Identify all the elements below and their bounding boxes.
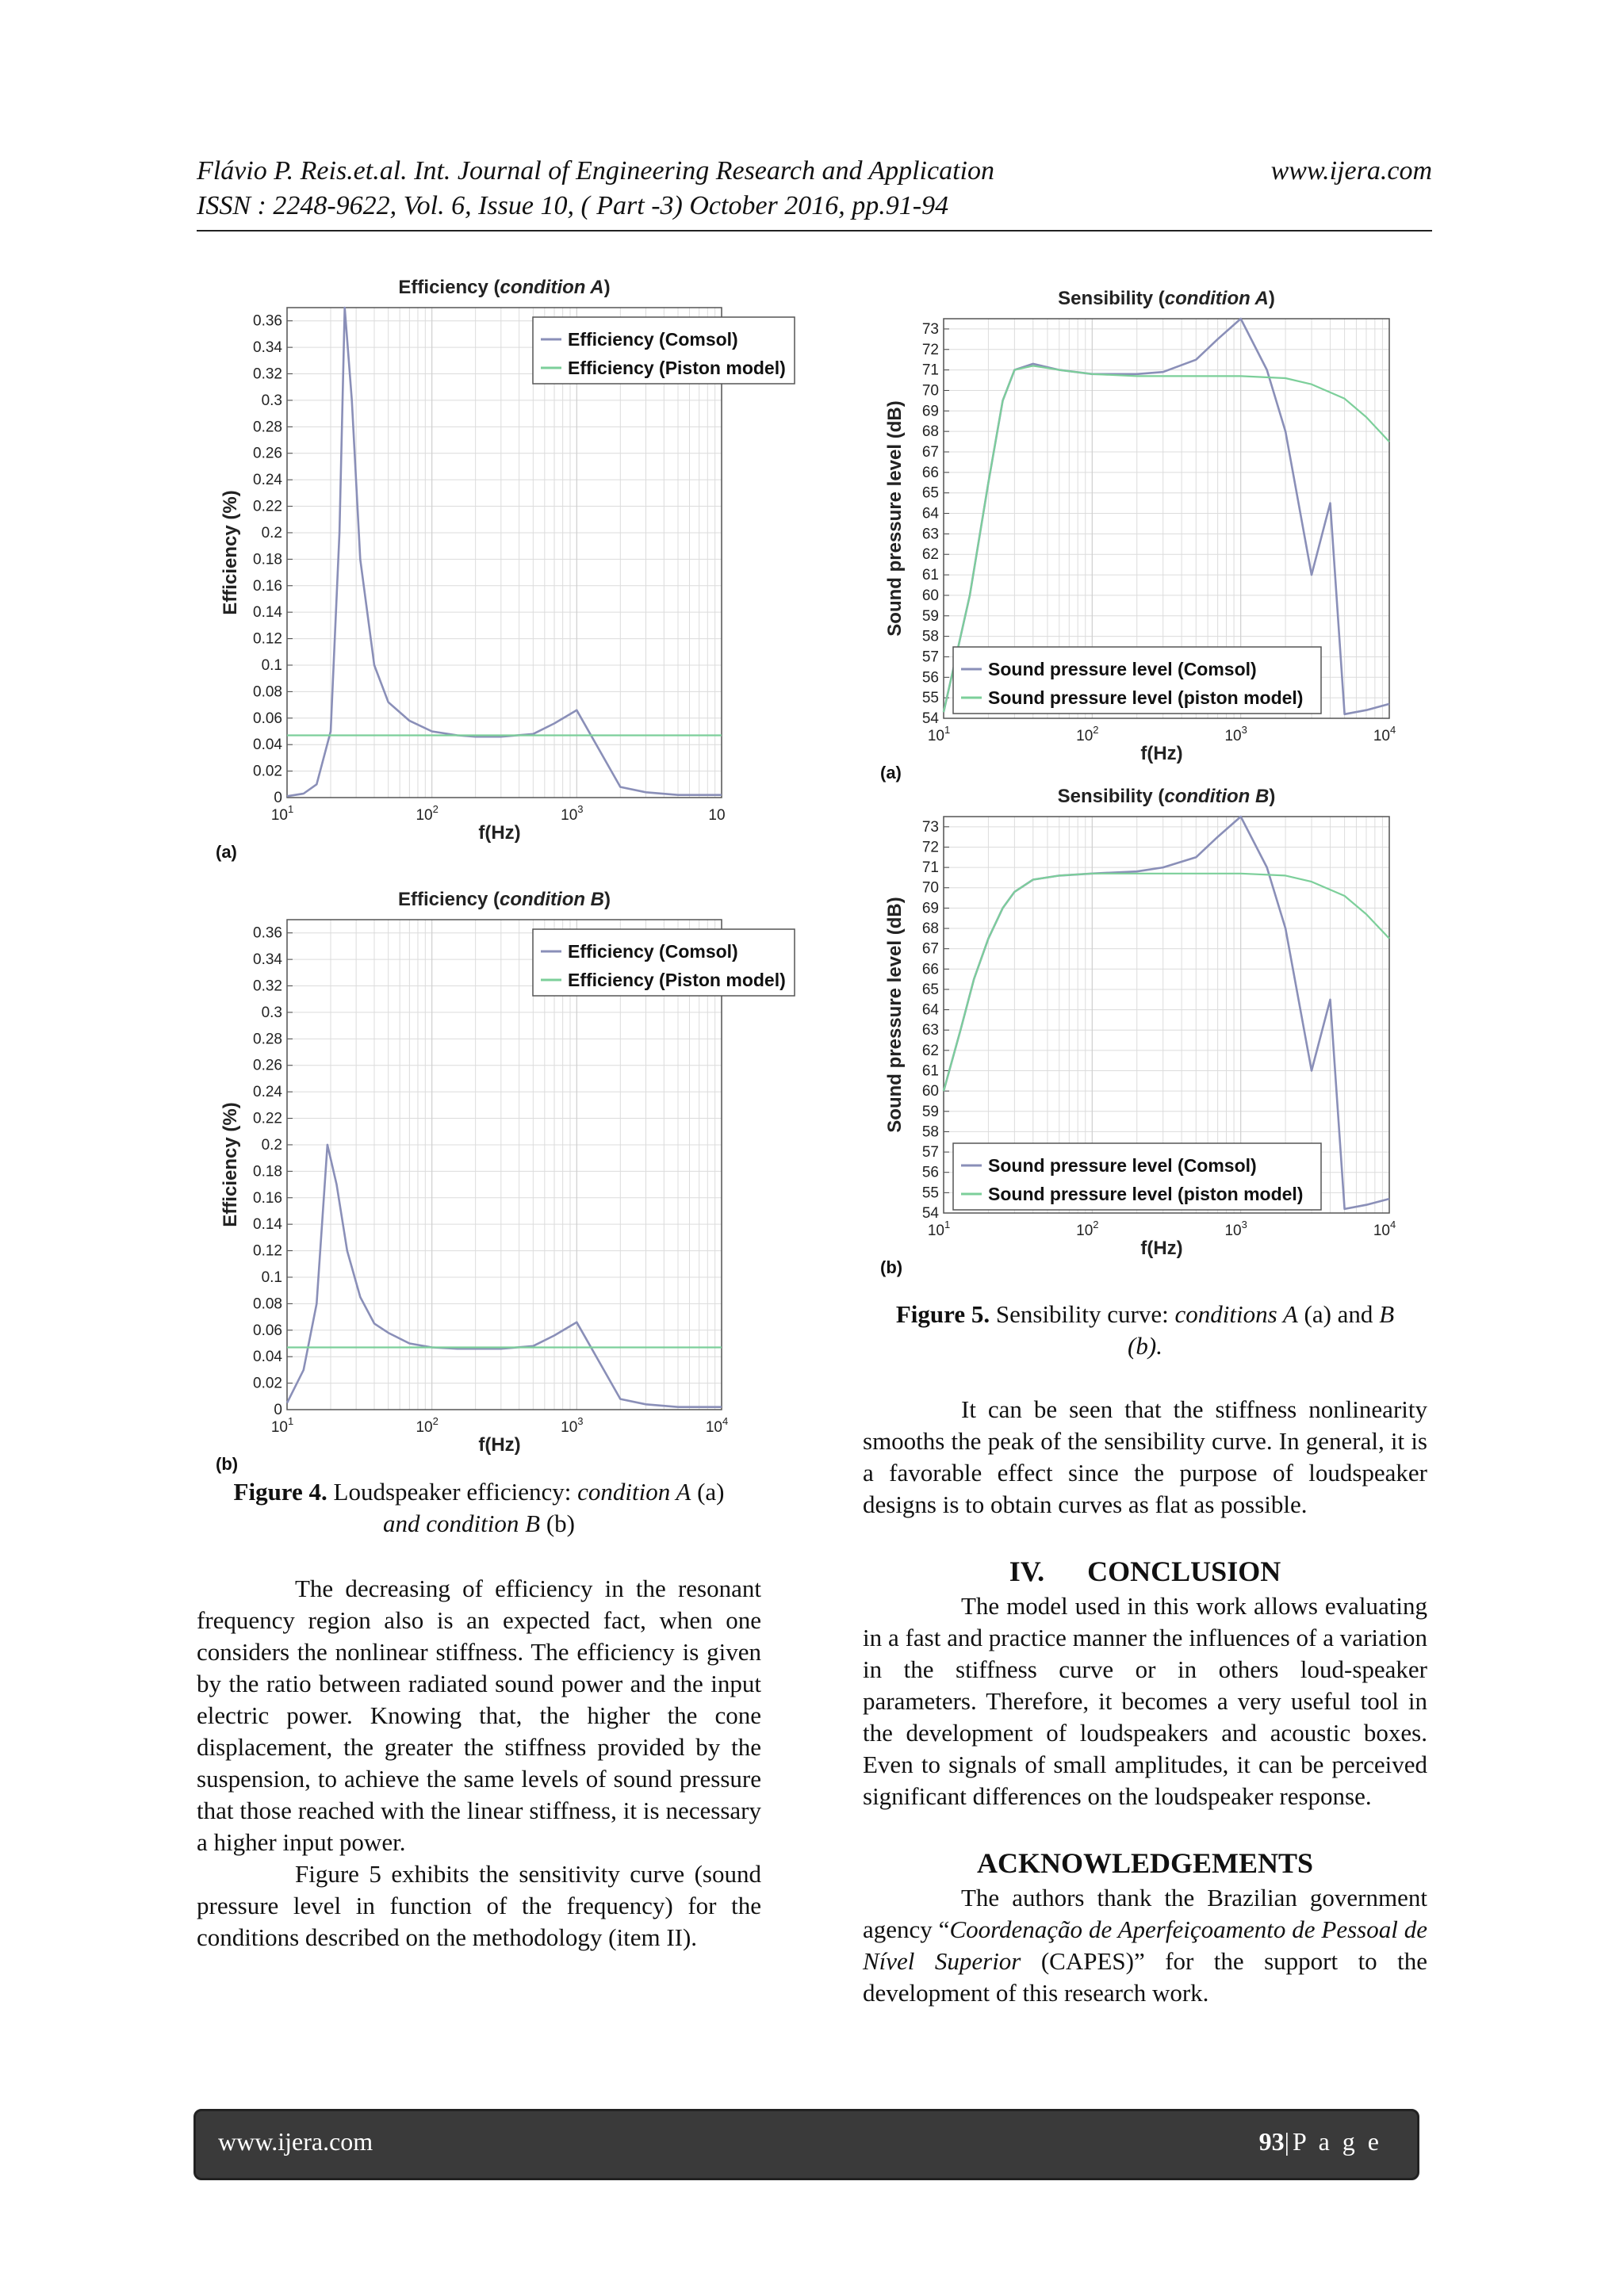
y-tick-label: 72 [921,839,939,856]
y-tick-label: 0.12 [253,630,282,648]
chart-title [398,889,611,910]
panel-label: (b) [880,1257,903,1277]
legend-entry: Efficiency (Comsol) [568,329,738,350]
y-tick-label: 0.18 [253,551,282,568]
x-tick-label: $10^4$ [1373,724,1396,744]
ack-text: The authors thank the Brazilian government agency “ [863,1884,1427,1943]
chart-svg [214,262,786,864]
y-tick-label: 56 [921,669,939,687]
chart-title-text: Sensibility ( [1057,786,1165,807]
footer-page-number [1259,2127,1382,2156]
figure5-caption-text: Sensibility curve: [990,1300,1175,1328]
y-tick-label: 72 [921,341,939,358]
figure4-caption-text2: (a) [691,1478,725,1506]
chart-title-text: Efficiency ( [397,889,500,910]
y-tick-label: 55 [921,690,939,707]
header-journal: Flávio P. Reis.et.al. Int. Journal of Engineering Research and Application [197,156,994,186]
chart-title-condition: condition A [500,277,604,298]
y-tick-label: 0.32 [253,978,282,995]
legend-entry: Efficiency (Comsol) [568,941,738,962]
y-tick-label: 61 [921,1062,939,1080]
y-tick-label: 69 [921,403,939,420]
paragraph-conclusion: The model used in this work allows evaluating in a fast and practice manner the influences of a variation in the stiffness curve or in others loud-speaker parameters. Therefore, it becomes a very useful tool in the development of loudspeakers and acoustic boxes. Even to signals of small amplitudes, it can be perceived significant differences on the loudspeaker response. [863,1592,1427,1810]
page-footer [193,2109,1419,2180]
x-tick-label: $10^1$ [270,803,294,824]
y-tick-label: 55 [921,1184,939,1202]
y-tick-label: 67 [921,444,939,461]
x-tick-label: $10^3$ [561,1415,584,1436]
x-tick-exponent: 3 [1241,724,1247,736]
y-tick-label: 62 [921,546,939,564]
y-tick-label: 0.1 [261,1269,282,1286]
legend-entry: Sound pressure level (Comsol) [988,1155,1257,1176]
y-tick-label: 59 [921,607,939,625]
y-tick-label: 0.3 [261,1004,282,1021]
paragraph-acknowledgements [863,1882,1427,2009]
figure4-caption-text3: (b) [540,1510,575,1537]
legend-entry: Sound pressure level (Comsol) [988,659,1257,679]
x-tick-label: $10^3$ [561,803,584,824]
y-tick-label: 59 [921,1103,939,1120]
y-tick-label: 0.04 [253,737,282,754]
right-column-text [863,1394,1427,2009]
chart-title [1058,786,1276,807]
y-tick-label: 0.32 [253,365,282,383]
y-tick-label: 0.36 [253,924,282,942]
x-tick-label: $10^4$ [1373,1219,1396,1239]
x-tick-exponent: 1 [944,1219,951,1230]
chart-title-condition: condition A [1164,288,1269,309]
y-tick-label: 0.34 [253,951,282,969]
chart-svg [214,874,786,1476]
legend-entry: Efficiency (Piston model) [568,358,786,378]
x-axis-label: f(Hz) [1140,1238,1183,1259]
acknowledgements-heading: ACKNOWLEDGEMENTS [976,1847,1314,1879]
y-tick-label: 0.36 [253,312,282,330]
y-tick-label: 65 [921,484,939,502]
panel-label: (b) [216,1454,239,1474]
figure4-caption-text: Loudspeaker efficiency: [327,1478,578,1506]
chart-svg [879,767,1418,1277]
y-tick-label: 64 [921,1001,939,1019]
y-tick-label: 0.26 [253,445,282,462]
footer-site-link[interactable]: www.ijera.com [218,2127,373,2156]
chart-title-end: ) [604,889,611,910]
chart-title-end: ) [1269,786,1276,807]
panel-label: (a) [216,842,237,862]
y-tick-label: 0.14 [253,604,282,622]
legend [953,647,1321,714]
y-tick-label: 0.22 [253,498,282,515]
header-site-link[interactable]: www.ijera.com [1270,156,1432,186]
x-axis-label: f(Hz) [1140,743,1183,764]
x-tick-label: $10^2$ [416,803,439,824]
x-tick-exponent: 3 [1241,1219,1247,1230]
conclusion-heading: IV. CONCLUSION [1009,1556,1281,1587]
x-tick-exponent: 2 [1093,1219,1099,1230]
page-suffix: |P a g e [1284,2127,1382,2156]
legend-entry: Sound pressure level (piston model) [988,1184,1304,1204]
y-tick-label: 68 [921,920,939,938]
figure4-caption-em2: and condition B [383,1510,541,1537]
x-tick-exponent: 2 [432,803,439,815]
y-tick-label: 71 [921,362,939,379]
y-tick-label: 0.02 [253,1375,282,1392]
y-tick-label: 66 [921,961,939,978]
ack-agency-name: Coordenação de Aperfeiçoamento de Pessoal de Nível Superior [863,1915,1427,1975]
chart-svg [879,270,1418,783]
y-tick-label: 0.04 [253,1349,282,1366]
y-tick-label: 62 [921,1042,939,1059]
paragraph-stiffness: It can be seen that the stiffness nonlinearity smooths the peak of the sensibility curve. In general, it is a favorable effect since the purpose of loudspeaker designs is to obtain curves as flat as possible. [863,1395,1427,1518]
figure5-caption [863,1299,1427,1362]
page-number: 93 [1258,2127,1285,2156]
chart-title-condition: condition B [500,889,605,910]
y-tick-label: 57 [921,1144,939,1161]
x-tick-label: $10^3$ [1224,1219,1247,1239]
y-tick-label: 64 [921,505,939,522]
chart-title-end: ) [1268,288,1275,309]
legend [533,317,795,384]
y-tick-label: 0.34 [253,339,282,357]
y-tick-label: 0 [274,1402,282,1418]
y-tick-label: 54 [921,1205,939,1222]
y-tick-label: 0.22 [253,1110,282,1127]
x-tick-label: $10^2$ [416,1415,439,1436]
y-tick-label: 60 [921,1083,939,1100]
x-tick-exponent: 3 [577,803,584,815]
y-tick-label: 0.2 [261,1136,282,1154]
y-tick-label: 0.06 [253,1322,282,1339]
chart-title-text: Sensibility ( [1058,288,1165,309]
figure4-caption [197,1476,761,1540]
y-axis-label: Sound pressure level (dB) [884,897,906,1133]
x-tick-exponent: 1 [287,803,294,815]
x-tick-label: $10^3$ [1224,724,1247,744]
x-tick-label: $10^1$ [270,1415,294,1436]
y-tick-label: 0.3 [261,392,282,409]
y-tick-label: 0 [274,790,282,806]
y-axis-label: Sound pressure level (dB) [884,400,906,637]
figure5-caption-em2: B [1379,1300,1395,1328]
paragraph-efficiency: The decreasing of efficiency in the resonant frequency region also is an expected fact, when one considers the nonlinear stiffness. The efficiency is given by the ratio between radiated sound power and the input electric power. Knowing that, the higher the cone displacement, the greater the stiffness provided by the suspension, to achieve the same levels of sound pressure that those reached with the linear stiffness, it is necessary a higher input power. [197,1575,761,1856]
panel-label: (a) [880,763,902,783]
legend-entry: Efficiency (Piston model) [568,970,786,990]
y-tick-label: 73 [921,818,939,836]
y-tick-label: 69 [921,900,939,917]
x-tick-exponent: 4 [1389,724,1396,736]
legend [533,929,795,996]
x-tick-label: 10 [708,807,726,824]
chart-title-condition: condition B [1164,786,1270,807]
x-tick-exponent: 3 [577,1415,584,1427]
y-tick-label: 58 [921,628,939,645]
x-tick-label: $10^1$ [927,1219,951,1239]
y-tick-label: 70 [921,382,939,400]
left-column-text [197,1573,761,1954]
y-tick-label: 0.18 [253,1163,282,1181]
x-tick-exponent: 1 [944,724,951,736]
running-header [197,154,1432,189]
y-tick-label: 0.16 [253,577,282,595]
chart-title [398,277,610,298]
y-tick-label: 70 [921,879,939,897]
chart-title-text: Efficiency ( [398,277,500,298]
y-tick-label: 68 [921,423,939,441]
y-tick-label: 0.08 [253,683,282,701]
figure5-caption-em: conditions A [1174,1300,1298,1328]
y-tick-label: 60 [921,587,939,604]
header-rule [197,230,1432,232]
y-tick-label: 73 [921,320,939,338]
x-tick-exponent: 2 [432,1415,439,1427]
y-tick-label: 57 [921,649,939,666]
y-tick-label: 58 [921,1123,939,1141]
chart-efficiency-b [214,874,786,1476]
y-tick-label: 0.26 [253,1057,282,1074]
chart-sensibility-a [879,270,1418,783]
y-tick-label: 0.24 [253,1084,282,1101]
y-tick-label: 63 [921,1022,939,1039]
y-tick-label: 56 [921,1164,939,1181]
x-axis-label: f(Hz) [478,1434,521,1456]
y-tick-label: 71 [921,859,939,877]
y-tick-label: 0.02 [253,763,282,780]
figure5-caption-label: Figure 5. [895,1300,990,1328]
y-tick-label: 0.1 [261,656,282,674]
x-tick-label: $10^4$ [705,1415,729,1436]
x-tick-label: $10^2$ [1076,1219,1099,1239]
chart-sensibility-b [879,767,1418,1277]
ack-text-end: (CAPES)” for the support to the development of this research work. [863,1947,1428,2007]
y-axis-label: Efficiency (%) [220,490,241,615]
y-tick-label: 65 [921,981,939,998]
y-tick-label: 66 [921,464,939,481]
header-issn: ISSN : 2248-9622, Vol. 6, Issue 10, ( Part -3) October 2016, pp.91-94 [197,191,949,220]
figure5-caption-text2: (a) and [1297,1300,1380,1328]
figure5-caption-em3: (b). [1128,1332,1162,1360]
y-tick-label: 0.08 [253,1295,282,1313]
y-tick-label: 61 [921,567,939,584]
legend-entry: Sound pressure level (piston model) [988,687,1304,708]
figure4-caption-em: condition A [577,1478,691,1506]
chart-title [1058,288,1275,309]
paragraph-figure5: Figure 5 exhibits the sensitivity curve (sound pressure level in function of the frequency) for the conditions described on the methodology (item II). [197,1860,761,1951]
y-axis-label: Efficiency (%) [220,1102,241,1227]
y-tick-label: 0.12 [253,1242,282,1260]
y-tick-label: 0.28 [253,1031,282,1048]
x-tick-label: $10^1$ [927,724,951,744]
y-tick-label: 0.06 [253,710,282,727]
y-tick-label: 67 [921,940,939,958]
legend [953,1143,1321,1210]
x-tick-exponent: 2 [1093,724,1099,736]
x-tick-label: $10^2$ [1076,724,1099,744]
y-tick-label: 0.24 [253,472,282,489]
chart-efficiency-a [214,262,786,864]
figure4-caption-label: Figure 4. [233,1478,327,1506]
x-axis-label: f(Hz) [478,822,521,844]
y-tick-label: 0.28 [253,419,282,436]
y-tick-label: 54 [921,710,939,727]
y-tick-label: 63 [921,526,939,543]
y-tick-label: 0.2 [261,524,282,541]
x-tick-exponent: 1 [287,1415,294,1427]
chart-title-end: ) [603,277,611,298]
x-tick-exponent: 4 [722,1415,729,1427]
y-tick-label: 0.14 [253,1216,282,1234]
x-tick-exponent: 4 [1389,1219,1396,1230]
y-tick-label: 0.16 [253,1189,282,1207]
